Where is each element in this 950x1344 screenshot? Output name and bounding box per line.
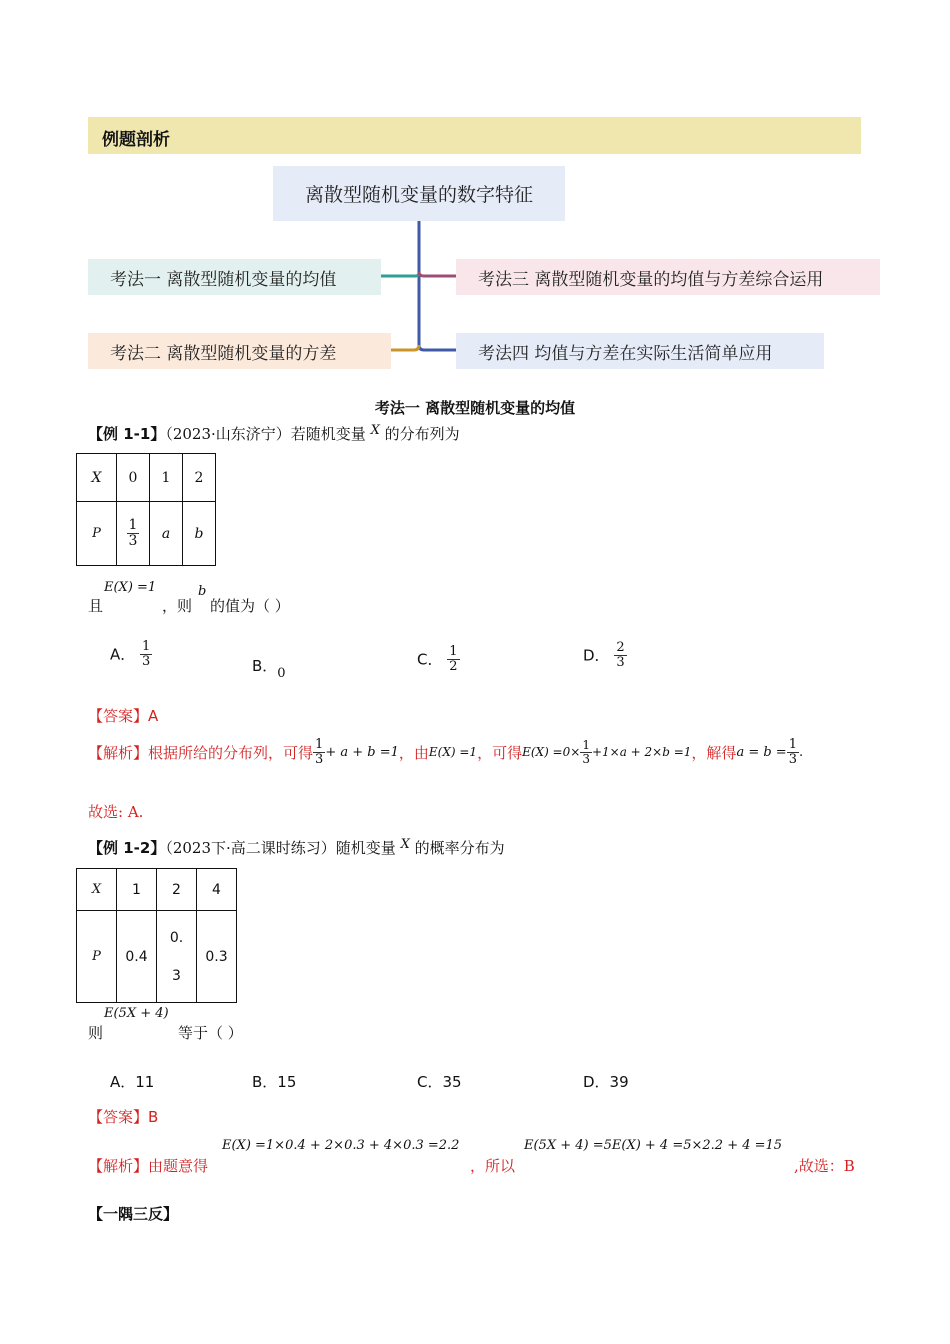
option-a[interactable]: A． $\frac{1}{3}$: [110, 639, 151, 669]
table-cell: b: [183, 502, 216, 566]
question-prefix: 则: [88, 1024, 104, 1042]
table-cell: 1: [117, 869, 157, 911]
analysis-1-1: 【解析】 根据所给的分布列，可得 $\frac{1}{3}$ + a + b =1 ，由 E(X) =1 ，可得 E(X) =0× $\frac{1}{3}$ +1×a + 2×b =1 ，解得 a = b = $\frac{1}{3}$ .: [88, 737, 804, 767]
example-source: （2023下·高二课时练习）随机变量: [165, 839, 396, 857]
example-1-2-question: [88, 837, 505, 858]
section-title: 考法一 离散型随机变量的均值: [374, 399, 576, 417]
analysis-label: 【解析】由题意得: [88, 1157, 209, 1175]
option-b[interactable]: B．15: [252, 1073, 297, 1091]
example-tail: 的分布列为: [384, 425, 460, 443]
question-tail: 等于（ ）: [178, 1024, 243, 1042]
equation: E(X) =0× $\frac{1}{3}$ +1×a + 2×b =1: [522, 738, 692, 766]
example-1-1-question: [88, 423, 460, 444]
mindmap-method2: 考法二 离散型随机变量的方差: [88, 333, 391, 369]
option-b[interactable]: B．0: [252, 657, 286, 681]
option-a[interactable]: A．11: [110, 1073, 155, 1091]
option-c[interactable]: C．35: [417, 1073, 462, 1091]
table-cell: 2: [157, 869, 197, 911]
connector-center: [419, 221, 456, 350]
analysis-conclusion: ,故选：B: [794, 1157, 855, 1175]
table-cell: 0. 3: [157, 911, 197, 1003]
table-head-x: X: [77, 869, 117, 911]
equation: E(X) =1: [428, 745, 478, 760]
option-d[interactable]: D． $\frac{2}{3}$: [583, 640, 625, 670]
connector-method2: [391, 345, 419, 350]
example-tail: 的概率分布为: [414, 839, 505, 857]
mindmap-center: 离散型随机变量的数字特征: [273, 166, 565, 221]
variable-x: X: [400, 837, 410, 852]
table-head-p: P: [77, 911, 117, 1003]
conclusion-1-1: 故选: A.: [88, 803, 144, 821]
banner-label: 例题剖析: [102, 130, 170, 150]
distribution-table-1: [76, 453, 216, 566]
example-label: 【例 1-1】: [88, 425, 166, 443]
mindmap-method3: 考法三 离散型随机变量的均值与方差综合运用: [456, 259, 880, 295]
mindmap-method4: 考法四 均值与方差在实际生活简单应用: [456, 333, 824, 369]
table-cell: 2: [183, 454, 216, 502]
condition-prefix: 且: [88, 597, 104, 615]
equation: E(5X + 4) =5E(X) + 4 =5×2.2 + 4 =15: [524, 1138, 783, 1153]
connector-method1: [381, 272, 419, 276]
table-cell: 0: [117, 454, 150, 502]
question-formula: E(5X + 4): [104, 1006, 169, 1021]
table-cell: 1: [150, 454, 183, 502]
option-d[interactable]: D．39: [583, 1073, 629, 1091]
practice-label: 【一隅三反】: [88, 1205, 179, 1223]
condition-formula: E(X) =1: [104, 580, 157, 595]
example-label: 【例 1-2】: [88, 839, 166, 857]
option-c[interactable]: C． $\frac{1}{2}$: [417, 644, 458, 674]
table-cell-fraction: $\frac{1}{3}$: [117, 502, 150, 566]
table-head-x: X: [77, 454, 117, 502]
condition-tail: 的值为（ ）: [210, 597, 290, 615]
answer-1-1: 【答案】A: [88, 707, 159, 725]
equation: E(X) =1×0.4 + 2×0.3 + 4×0.3 =2.2: [222, 1138, 460, 1153]
table-cell: 4: [197, 869, 237, 911]
distribution-table-2: [76, 868, 237, 1003]
condition-mid: ，则: [162, 597, 193, 615]
analysis-connector: ，所以: [470, 1157, 516, 1175]
connector-method3: [419, 272, 456, 276]
answer-1-2: 【答案】B: [88, 1108, 159, 1126]
mindmap-method1: 考法一 离散型随机变量的均值: [88, 259, 381, 295]
table-cell: 0.4: [117, 911, 157, 1003]
equation: $\frac{1}{3}$ + a + b =1: [315, 737, 399, 767]
variable-x: X: [370, 423, 380, 438]
table-head-p: P: [77, 502, 117, 566]
example-source: （2023·山东济宁）若随机变量: [165, 425, 366, 443]
table-cell: 0.3: [197, 911, 237, 1003]
table-cell: a: [150, 502, 183, 566]
condition-var: b: [198, 584, 207, 599]
equation: a = b = $\frac{1}{3}$ .: [736, 737, 804, 767]
